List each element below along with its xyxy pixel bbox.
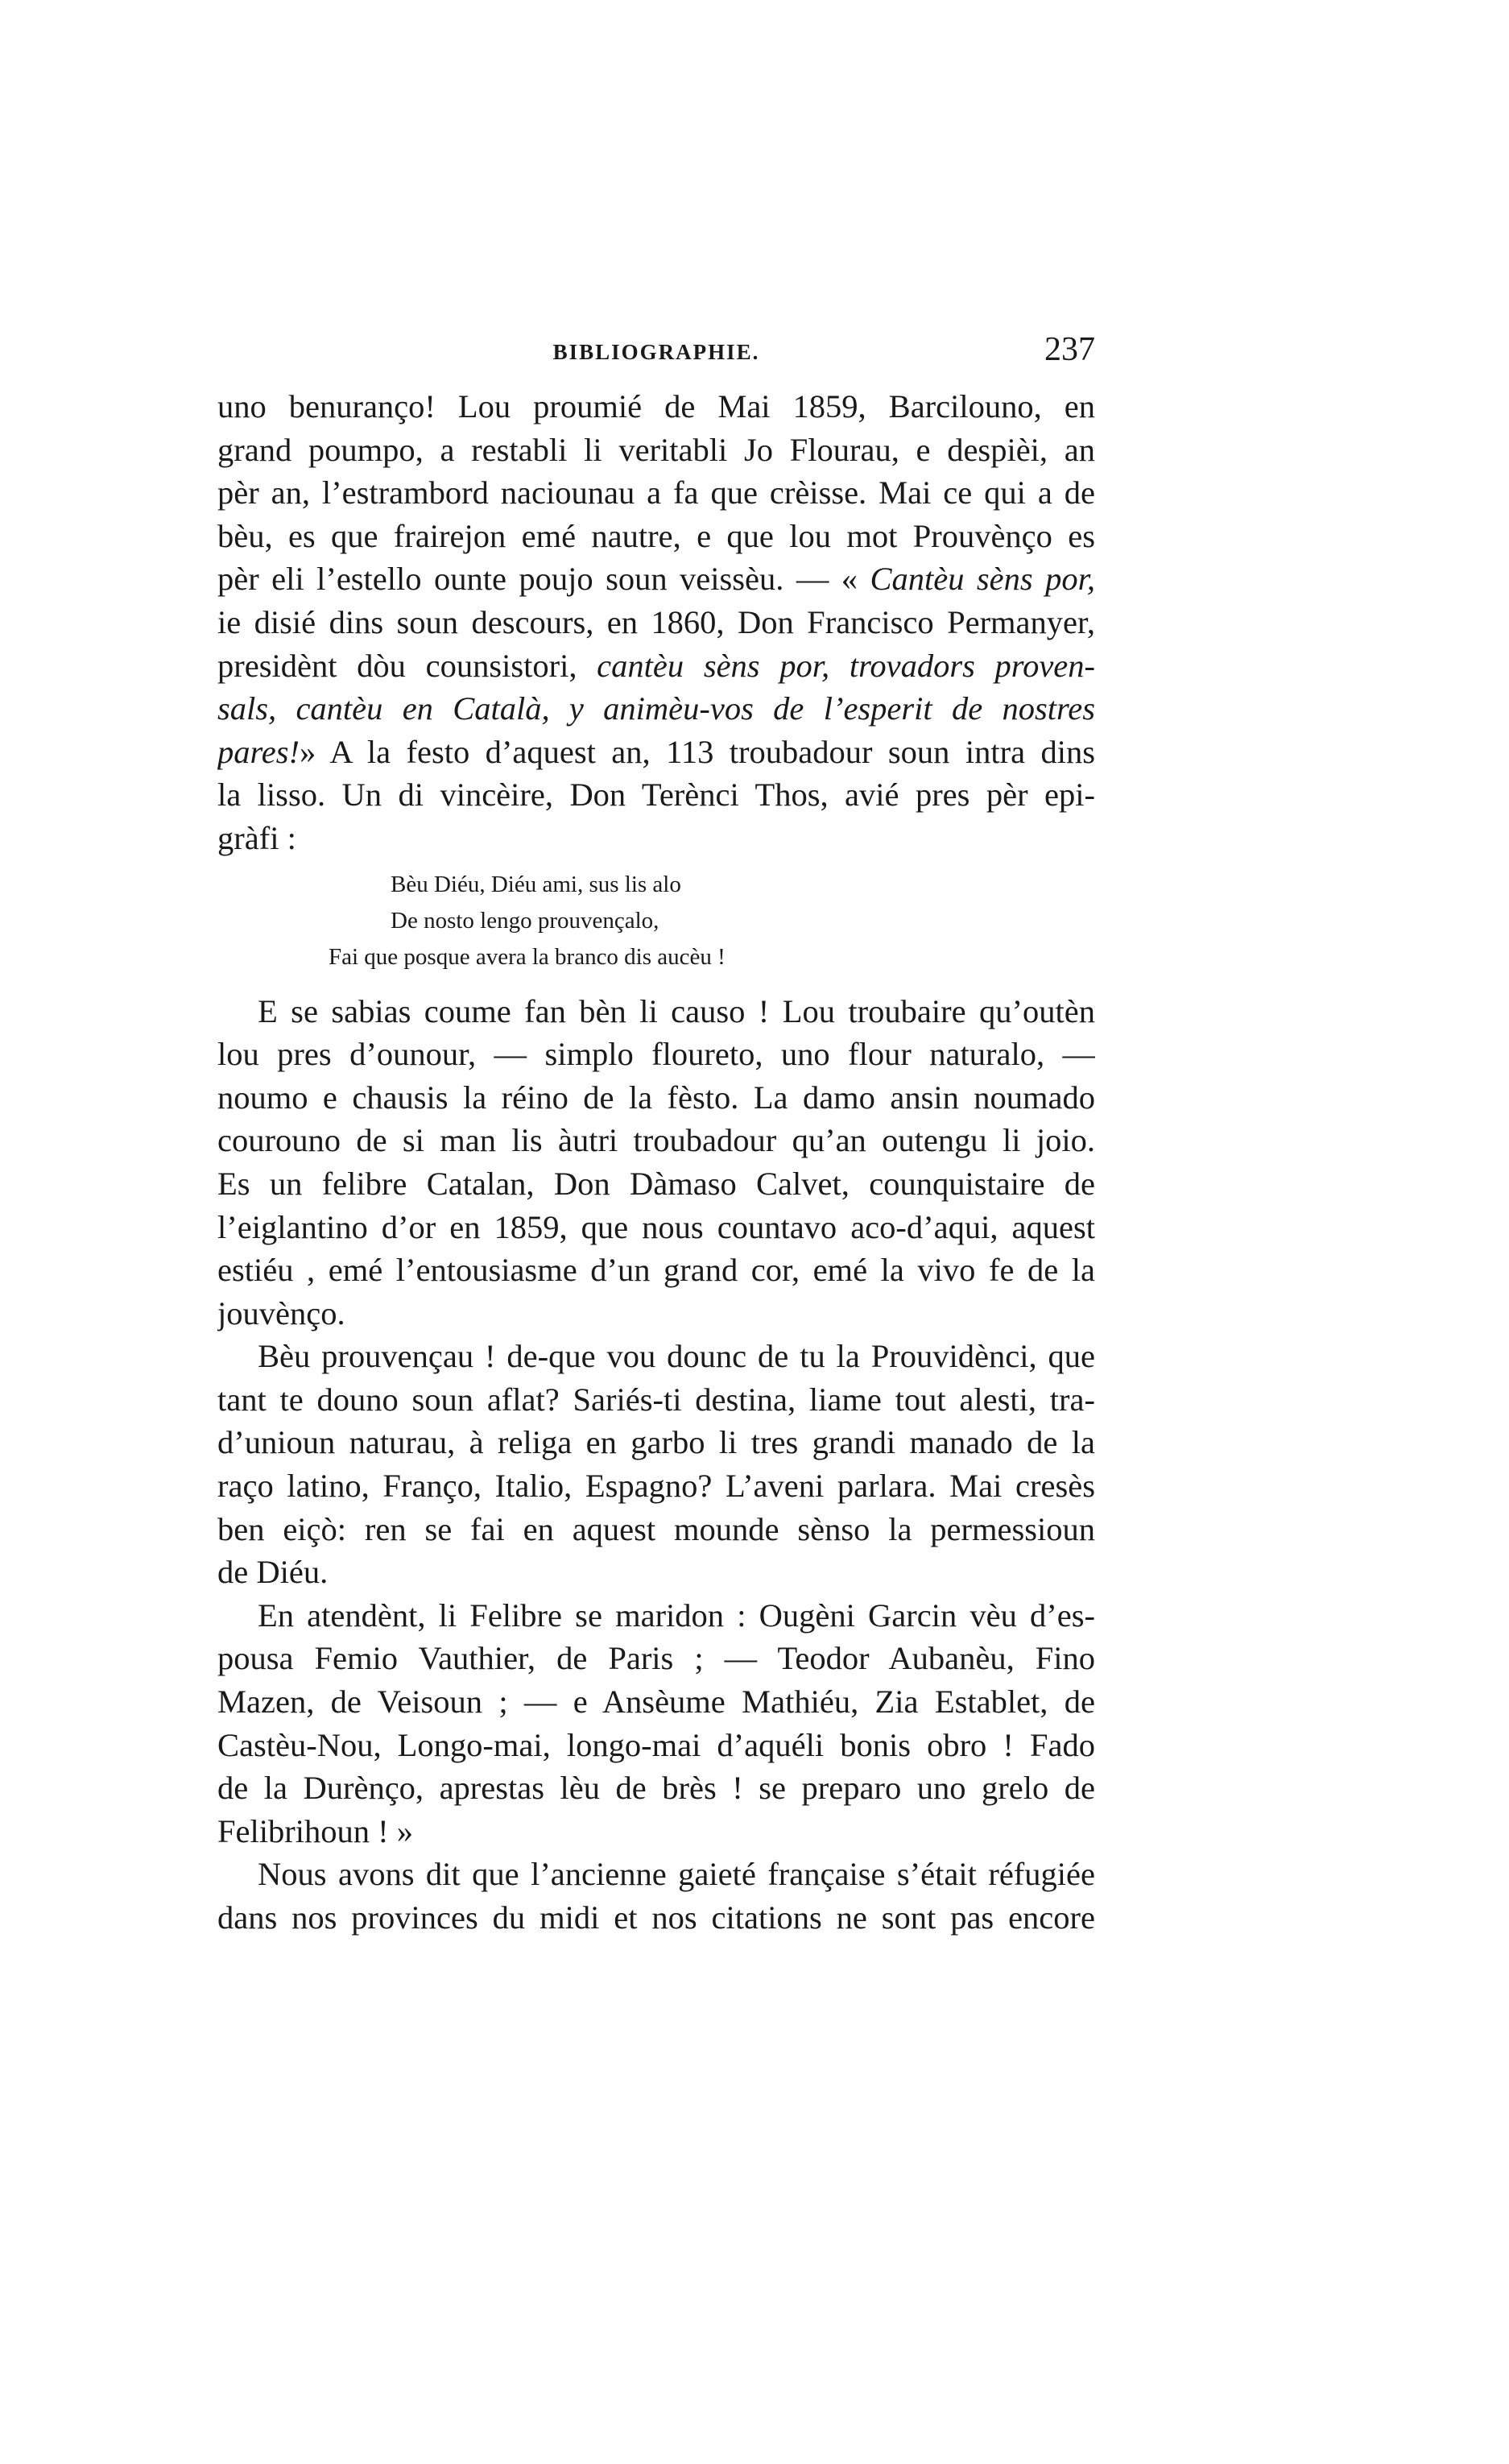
text-line: de la Durènço, aprestas lèu de brès ! se preparo uno grelo de (217, 1770, 1095, 1807)
text-line: tant te douno soun aflat? Sariés-ti destina, liame tout alesti, tra- (217, 1381, 1095, 1418)
body-text (217, 385, 1095, 1940)
text-line (217, 731, 1095, 774)
paragraph (217, 990, 1095, 1336)
text-line (217, 557, 1095, 601)
text-run: » A la festo d’aquest an, 113 troubadour soun intra dins (299, 733, 1095, 770)
text-line: la lisso. Un di vincèire, Don Terènci Thos, avié pres pèr epi- (217, 776, 1095, 814)
text-line: Felibrihoun ! » (217, 1812, 413, 1849)
text-line: gràfi : (217, 819, 296, 856)
verse-epigraph (217, 860, 1095, 990)
text-line: jouvènço. (217, 1294, 345, 1331)
text-line: Castèu-Nou, Longo-mai, longo-mai d’aquéli bonis obro ! Fado (217, 1726, 1095, 1763)
paragraph (217, 1335, 1095, 1594)
text-line: ie disié dins soun descours, en 1860, Don Francisco Permanyer, (217, 603, 1095, 640)
text-line: noumo e chausis la réino de la fèsto. La damo ansin noumado (217, 1079, 1095, 1116)
text-line: ben eiçò: ren se fai en aquest mounde sènso la permessioun (217, 1510, 1095, 1547)
italic-quote: cantèu sèns por, trovadors proven- (597, 647, 1095, 684)
paragraph (217, 1853, 1095, 1939)
text-run: presidènt dòu counsistori, (217, 647, 577, 684)
paragraph (217, 1594, 1095, 1853)
text-line: estiéu , emé l’entousiasme d’un grand cor, emé la vivo fe de la (217, 1252, 1095, 1289)
text-line: Bèu prouvençau ! de-que vou dounc de tu la Prouvidènci, que (258, 1338, 1095, 1375)
verse-line: De nosto lengo prouvençalo, (391, 907, 659, 934)
text-run: pèr eli l’estello ounte poujo soun veissèu. — « (217, 561, 858, 598)
text-line: pousa Femio Vauthier, de Paris ; — Teodor Aubanèu, Fino (217, 1640, 1095, 1677)
text-line: dans nos provinces du midi et nos citations ne sont pas encore (217, 1899, 1095, 1936)
text-line (217, 644, 1095, 688)
italic-quote: Cantèu sèns por, (870, 561, 1095, 598)
text-line: pèr an, l’estrambord naciounau a fa que crèisse. Mai ce qui a de (217, 474, 1095, 511)
text-line: de Diéu. (217, 1554, 329, 1591)
page-number: 237 (1044, 331, 1095, 368)
text-line: courouno de si man lis àutri troubadour qu’an outengu li joio. (217, 1122, 1095, 1159)
italic-quote: sals, cantèu en Català, y animèu-vos de l’esperit de nostres (217, 690, 1095, 727)
text-line: l’eiglantino d’or en 1859, que nous countavo aco-d’aqui, aquest (217, 1208, 1095, 1245)
text-line: Mazen, de Veisoun ; — e Ansèume Mathiéu, Zia Establet, de (217, 1683, 1095, 1721)
running-head: BIBLIOGRAPHIE. (552, 340, 760, 364)
text-line: grand poumpo, a restabli li veritabli Jo Flourau, e despièi, an (217, 431, 1095, 468)
text-line: E se sabias coume fan bèn li causo ! Lou troubaire qu’outèn (258, 992, 1095, 1029)
text-line: lou pres d’ounour, — simplo floureto, uno flour naturalo, — (217, 1036, 1095, 1073)
text-line: Es un felibre Catalan, Don Dàmaso Calvet, counquistaire de (217, 1165, 1095, 1202)
text-line: uno benuranço! Lou proumié de Mai 1859, Barcilouno, en (217, 388, 1095, 424)
text-line (217, 687, 1095, 731)
verse-line: Fai que posque avera la branco dis aucèu ! (329, 943, 726, 970)
page-header (217, 330, 1095, 375)
text-line: d’unioun naturau, à religa en garbo li tres grandi manado de la (217, 1424, 1095, 1461)
paragraph (217, 385, 1095, 860)
text-line: raço latino, Franço, Italio, Espagno? L’aveni parlara. Mai cresès (217, 1468, 1095, 1505)
text-line: bèu, es que frairejon emé nautre, e que lou mot Prouvènço es (217, 517, 1095, 554)
text-line: Nous avons dit que l’ancienne gaieté française s’était réfugiée (258, 1856, 1095, 1893)
verse-line: Bèu Diéu, Diéu ami, sus lis alo (391, 871, 681, 897)
text-line: En atendènt, li Felibre se maridon : Ougèni Garcin vèu d’es- (258, 1596, 1095, 1634)
italic-quote: pares! (217, 733, 300, 770)
